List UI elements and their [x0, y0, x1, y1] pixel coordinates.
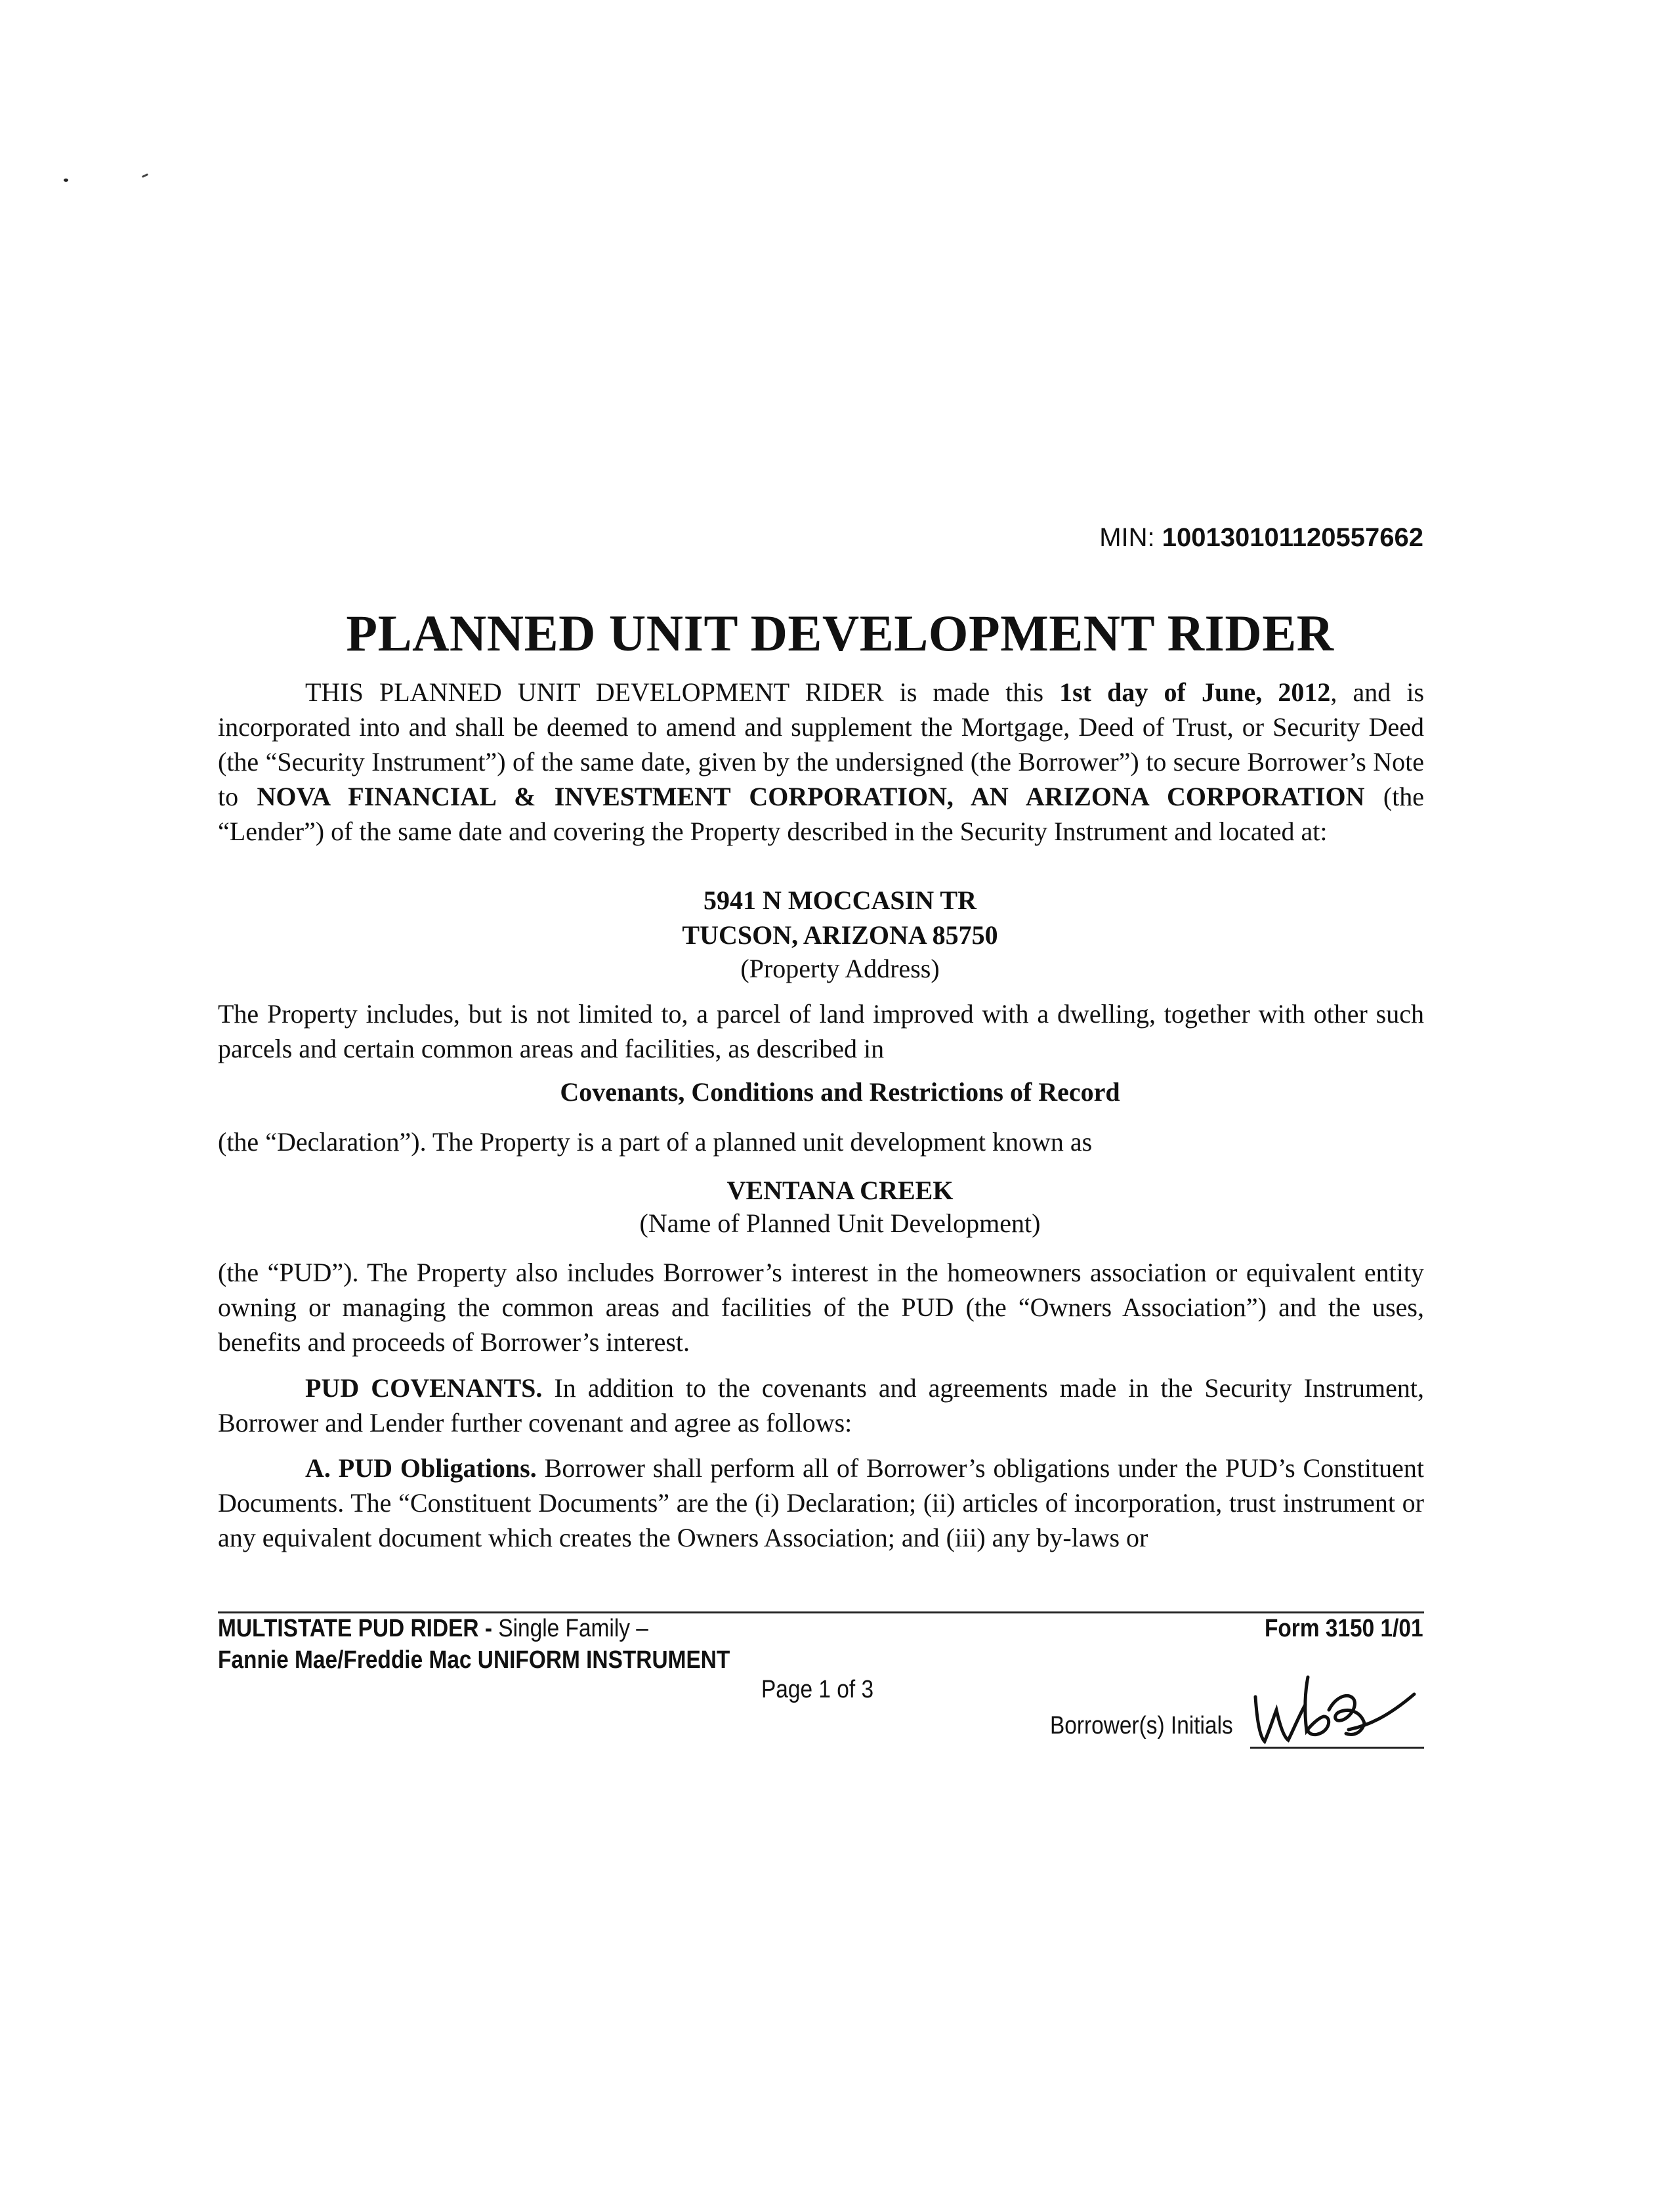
section-a-heading: A. PUD Obligations.: [305, 1453, 537, 1483]
pud-covenants-paragraph: [218, 1371, 1424, 1440]
property-address-line1: 5941 N MOCCASIN TR: [704, 885, 976, 915]
initials-label: [1050, 1712, 1258, 1740]
pud-covenants-text: In addition to the covenants and agreements made in the Security Instrument, Borrower and Lender further covenant and agree as follows:: [218, 1373, 1425, 1438]
scan-speck: [142, 173, 148, 178]
intro-text: (the “Lender”) of the same date and covering the Property described in the Security Instrument and located at:: [218, 782, 1424, 846]
initials-label-text: Borrower(s) Initials: [1050, 1712, 1233, 1739]
pud-name: VENTANA CREEK: [726, 1176, 954, 1205]
section-a-paragraph: [218, 1451, 1424, 1555]
form-title-bold: MULTISTATE PUD RIDER -: [218, 1615, 499, 1642]
pud-paragraph: (the “PUD”). The Property also includes Borrower’s interest in the homeowners association or equivalent entity owning or managing the common areas and facilities of the PUD (the “Owners Association”) and the uses, benefits and proceeds of Borrower’s interest.: [218, 1258, 1424, 1357]
min-number: 100130101120557662: [1162, 523, 1423, 552]
property-description: The Property includes, but is not limited to, a parcel of land improved with a dwelling, together with other such parcels and certain common areas and facilities, as described in: [218, 999, 1424, 1063]
min-label: MIN:: [1099, 523, 1155, 552]
declaration-text: (the “Declaration”). The Property is a part of a planned unit development known as: [218, 1127, 1093, 1157]
form-subtitle-text: Fannie Mae/Freddie Mac UNIFORM INSTRUMENT: [218, 1646, 730, 1674]
property-address-line2: TUCSON, ARIZONA 85750: [682, 920, 998, 950]
rider-date: 1st day of June, 2012: [1059, 677, 1331, 707]
footer-rule: [218, 1611, 1424, 1613]
form-title-rest: Single Family –: [498, 1615, 648, 1642]
intro-text: THIS PLANNED UNIT DEVELOPMENT RIDER is made this: [305, 677, 1060, 707]
pud-caption: (Name of Planned Unit Development): [639, 1208, 1041, 1238]
min-number-line: [1099, 523, 1423, 553]
intro-paragraph: [218, 675, 1424, 849]
property-address-caption: (Property Address): [740, 954, 940, 983]
form-number-text: Form 3150 1/01: [1265, 1615, 1423, 1642]
handwritten-initials-signature: [1250, 1671, 1421, 1749]
form-number: [1243, 1615, 1423, 1643]
pud-covenants-heading: PUD COVENANTS.: [305, 1373, 543, 1403]
form-title: [218, 1615, 707, 1643]
form-subtitle: [218, 1646, 800, 1674]
page-number: [761, 1676, 889, 1704]
initials-underline: [1250, 1747, 1424, 1749]
document-title: PLANNED UNIT DEVELOPMENT RIDER: [346, 605, 1334, 662]
page-number-text: Page 1 of 3: [761, 1676, 874, 1703]
intro-text: , and is incorporated into and shall be deemed to amend and supplement the Mortgage, Deed of Trust, or Security Deed (the “Security Instrument”) of the same date, given by the undersigned (the Borrower”) to secure Borrower’s Note to: [218, 677, 1425, 811]
lender-name: NOVA FINANCIAL & INVESTMENT CORPORATION, AN ARIZONA CORPORATION: [257, 782, 1365, 811]
declaration-name: Covenants, Conditions and Restrictions of Record: [560, 1077, 1120, 1107]
section-a-text: Borrower shall perform all of Borrower’s obligations under the PUD’s Constituent Documents. The “Constituent Documents” are the (i) Declaration; (ii) articles of incorporation, trust instrument or any equivalent document which creates the Owners Association; and (iii) any by-laws or: [218, 1453, 1424, 1552]
scan-speck: [64, 179, 68, 182]
